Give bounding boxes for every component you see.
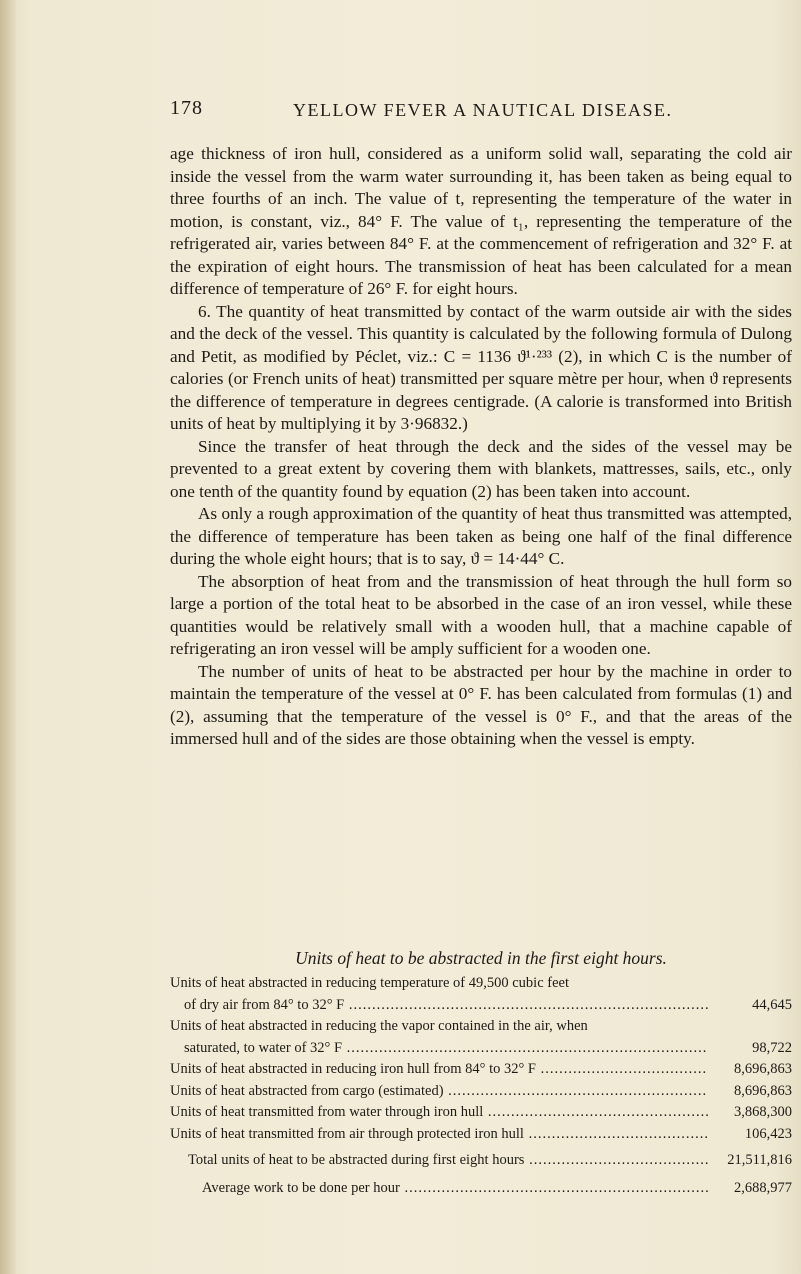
table-total-row bbox=[170, 1150, 792, 1172]
row-label: Units of heat transmitted from air through protected iron hull ..... bbox=[170, 1124, 708, 1146]
page-gutter bbox=[0, 0, 16, 1274]
table-row bbox=[170, 1016, 792, 1038]
page-header bbox=[170, 97, 800, 127]
page-number: 178 bbox=[170, 97, 203, 119]
row-label: Units of heat abstracted from cargo (estimated) ..... bbox=[170, 1081, 708, 1103]
paragraph-continued: age thickness of iron hull, considered as a uniform solid wall, separating the cold air inside the vessel from the warm water surrounding it, has been taken as being equal to three fourths of an inch. The value of t, representing the temperature of the water in motion, is constant, viz., 84° F. The value of t₁, representing the temperature of the refrigerated air, varies between 84° F. at the commencement of refrigeration and 32° F. at the expiration of eight hours. The transmission of heat has been calculated for a mean difference of temperature of 26° F. for eight hours. bbox=[170, 144, 792, 298]
body-text bbox=[170, 143, 792, 751]
row-label: of dry air from 84° to 32° F ..... bbox=[170, 995, 708, 1017]
row-label: Units of heat abstracted in reducing iron hull from 84° to 32° F ..... bbox=[170, 1059, 708, 1081]
average-label: Average work to be done per hour ..... bbox=[202, 1178, 708, 1200]
table-row bbox=[170, 1081, 792, 1103]
table-row bbox=[170, 1059, 792, 1081]
total-value: 21,511,816 bbox=[727, 1152, 792, 1168]
paragraph-units-per-hour: The number of units of heat to be abstracted per hour by the machine in order to maintain the temperature of the vessel at 0° F. has been calculated from formulas (1) and (2), assuming that the temperature of the vessel is 0° F., and that the areas of the immersed hull and of the sides are those obtaining when the vessel is empty. bbox=[170, 661, 792, 748]
table-row bbox=[170, 1124, 792, 1146]
paragraph-approximation: As only a rough approximation of the quantity of heat thus transmitted was attempted, the difference of temperature has been taken as being one half of the final difference during the whole eight hours; that is to say, ϑ = 14·44° C. bbox=[170, 504, 792, 568]
row-value: 106,423 bbox=[744, 1125, 792, 1142]
total-label: Total units of heat to be abstracted during first eight hours ..... bbox=[188, 1150, 708, 1172]
table-row bbox=[170, 1038, 792, 1060]
average-value: 2,688,977 bbox=[734, 1179, 792, 1196]
paragraph-deck-covering: Since the transfer of heat through the deck and the sides of the vessel may be prevented to a great extent by covering them with blankets, mattresses, sails, etc., only one tenth of the quantity found by equation (2) has been taken into account. bbox=[170, 436, 792, 501]
heat-units-table bbox=[170, 973, 792, 1199]
running-head: YELLOW FEVER A NAUTICAL DISEASE. bbox=[293, 100, 673, 120]
paragraph-absorption: The absorption of heat from and the transmission of heat through the hull form so large a portion of the total heat to be absorbed in the case of an iron vessel, while these quantities would be relatively small with a wooden hull, that a machine capable of refrigerating an iron vessel will be amply sufficient for a wooden one. bbox=[170, 571, 792, 658]
row-value: 8,696,863 bbox=[734, 1061, 792, 1077]
table-row bbox=[170, 1102, 792, 1124]
row-value: 98,722 bbox=[752, 1039, 792, 1056]
row-label: Units of heat transmitted from water through iron hull ..... bbox=[170, 1102, 708, 1124]
row-label: Units of heat abstracted in reducing temperature of 49,500 cubic feet bbox=[170, 975, 569, 991]
row-value: 44,645 bbox=[752, 996, 792, 1013]
row-value: 8,696,863 bbox=[734, 1082, 792, 1099]
table-average-row bbox=[170, 1178, 792, 1200]
row-label: saturated, to water of 32° F ..... bbox=[170, 1038, 708, 1060]
row-label: Units of heat abstracted in reducing the vapor contained in the air, when bbox=[170, 1018, 588, 1034]
table-row bbox=[170, 995, 792, 1017]
paragraph-item-6: 6. The quantity of heat transmitted by contact of the warm outside air with the sides and the deck of the vessel. This quantity is calculated by the following formula of Dulong and Petit, as modified by Péclet, viz.: C = 1136 ϑ¹·²³³ (2), in which C is the number of calories (or French units of heat) transmitted per square mètre per hour, when ϑ represents the difference of temperature in degrees centigrade. (A calorie is transformed into British units of heat by multiplying it by 3·96832.) bbox=[170, 301, 792, 433]
row-value: 3,868,300 bbox=[734, 1104, 792, 1120]
table-title: Units of heat to be abstracted in the first eight hours. bbox=[295, 948, 667, 968]
table-row bbox=[170, 973, 792, 995]
